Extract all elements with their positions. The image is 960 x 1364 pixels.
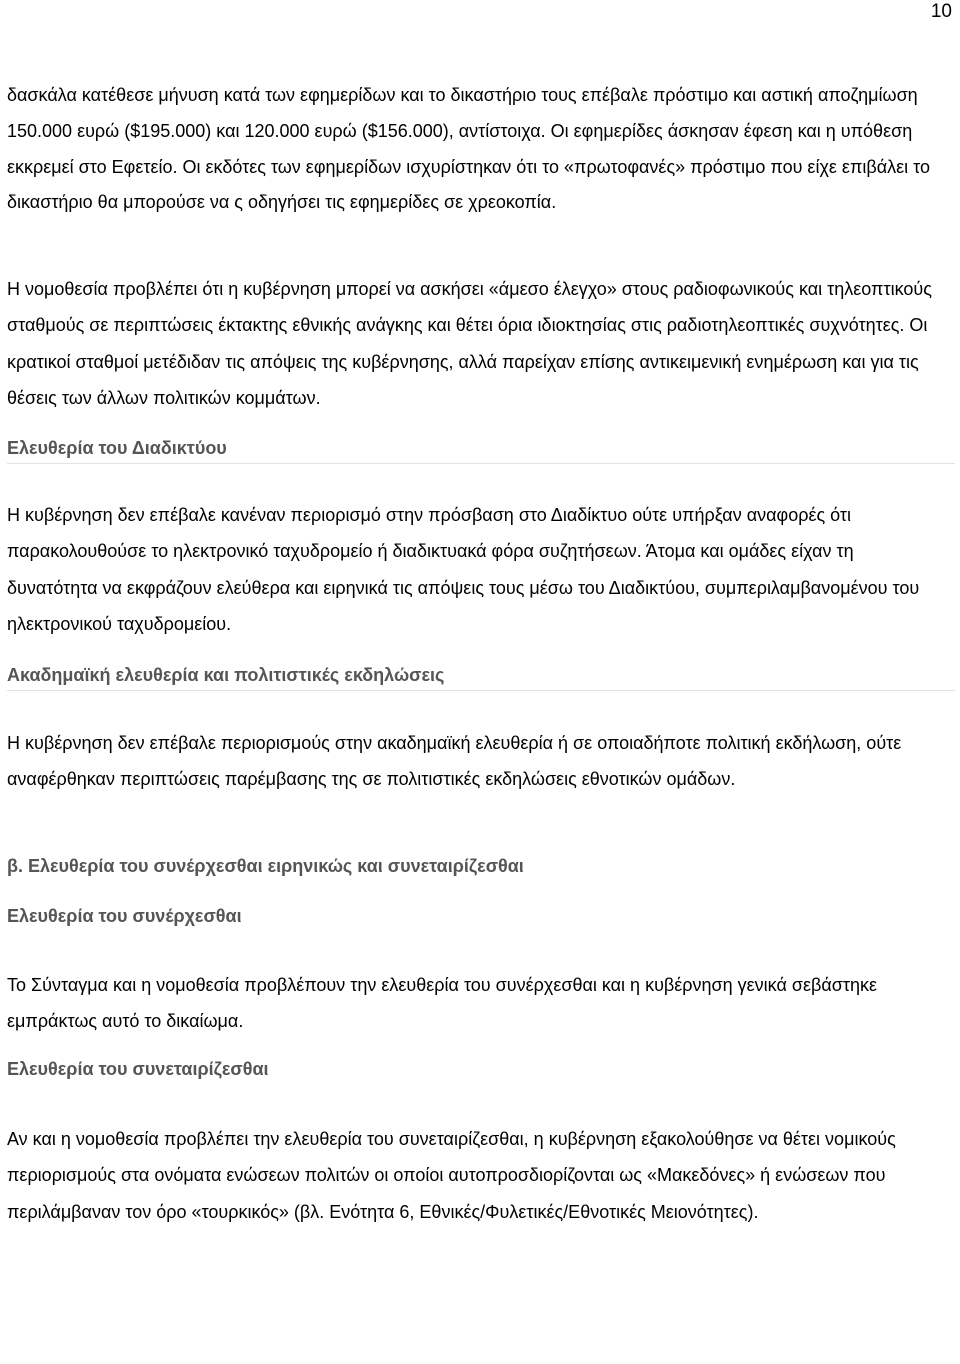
- paragraph-broadcast-legislation: Η νομοθεσία προβλέπει ότι η κυβέρνηση μπορεί να ασκήσει «άμεσο έλεγχο» στους ραδιοφωνικούς και τηλεοπτικούς σταθμούς σε περιπτώσεις έκτακτης εθνικής ανάγκης και θέτει όρια ιδιοκτησίας στις ραδιοτηλεοπτικές συχνότητες. Οι κρατικοί σταθμοί μετέδιδαν τις απόψεις της κυβέρνησης, αλλά παρείχαν επίσης αντικειμενική ενημέρωση και για τις θέσεις των άλλων πολιτικών κομμάτων.: [7, 279, 932, 408]
- heading-academic-freedom: Ακαδημαϊκή ελευθερία και πολιτιστικές εκδηλώσεις: [7, 664, 955, 691]
- paragraph-academic-freedom: Η κυβέρνηση δεν επέβαλε περιορισμούς στην ακαδημαϊκή ελευθερία ή σε οποιαδήποτε πολιτική εκδήλωση, ούτε αναφέρθηκαν περιπτώσεις παρέμβασης της σε πολιτιστικές εκδηλώσεις εθνοτικών ομάδων.: [7, 733, 902, 789]
- paragraph-newspaper-lawsuit: δασκάλα κατέθεσε μήνυση κατά των εφημερίδων και το δικαστήριο τους επέβαλε πρόστιμο και αστική αποζημίωση 150.000 ευρώ ($195.000) και 120.000 ευρώ ($156.000), αντίστοιχα. Οι εφημερίδες άσκησαν έφεση και η υπόθεση εκκρεμεί στο Εφετείο. Οι εκδότες των εφημερίδων ισχυρίστηκαν ότι το «πρωτοφανές» πρόστιμο που είχε επιβάλει το δικαστήριο θα μπορούσε να ς οδηγήσει τις εφημερίδες σε χρεοκοπία.: [7, 85, 931, 213]
- heading-internet-freedom: Ελευθερία του Διαδικτύου: [7, 437, 955, 464]
- page-number: 10: [930, 1, 952, 22]
- paragraph-freedom-of-association: Αν και η νομοθεσία προβλέπει την ελευθερία του συνεταιρίζεσθαι, η κυβέρνηση εξακολούθησε να θέτει νομικούς περιορισμούς στα ονόματα ενώσεων πολιτών οι οποίοι αυτοπροσδιορίζονται ως «Μακεδόνες» ή ενώσεων που περιλάμβαναν τον όρο «τουρκικός» (βλ. Ενότητα 6, Εθνικές/Φυλετικές/Εθνοτικές Μειονότητες).: [7, 1129, 896, 1222]
- heading-assembly-association: β. Ελευθερία του συνέρχεσθαι ειρηνικώς και συνεταιρίζεσθαι: [7, 856, 524, 876]
- heading-freedom-of-assembly: Ελευθερία του συνέρχεσθαι: [7, 906, 242, 926]
- paragraph-freedom-of-assembly: Το Σύνταγμα και η νομοθεσία προβλέπουν την ελευθερία του συνέρχεσθαι και η κυβέρνηση γενικά σεβάστηκε εμπράκτως αυτό το δικαίωμα.: [7, 975, 878, 1031]
- paragraph-internet-freedom: Η κυβέρνηση δεν επέβαλε κανέναν περιορισμό στην πρόσβαση στο Διαδίκτυο ούτε υπήρξαν αναφορές ότι παρακολουθούσε το ηλεκτρονικό ταχυδρομείο ή διαδικτυακά φόρα συζητήσεων. Άτομα και ομάδες είχαν τη δυνατότητα να εκφράζουν ελεύθερα και ειρηνικά τις απόψεις τους μέσω του Διαδικτύου, συμπεριλαμβανομένου του ηλεκτρονικού ταχυδρομείου.: [7, 505, 920, 634]
- heading-freedom-of-association: Ελευθερία του συνεταιρίζεσθαι: [7, 1059, 269, 1079]
